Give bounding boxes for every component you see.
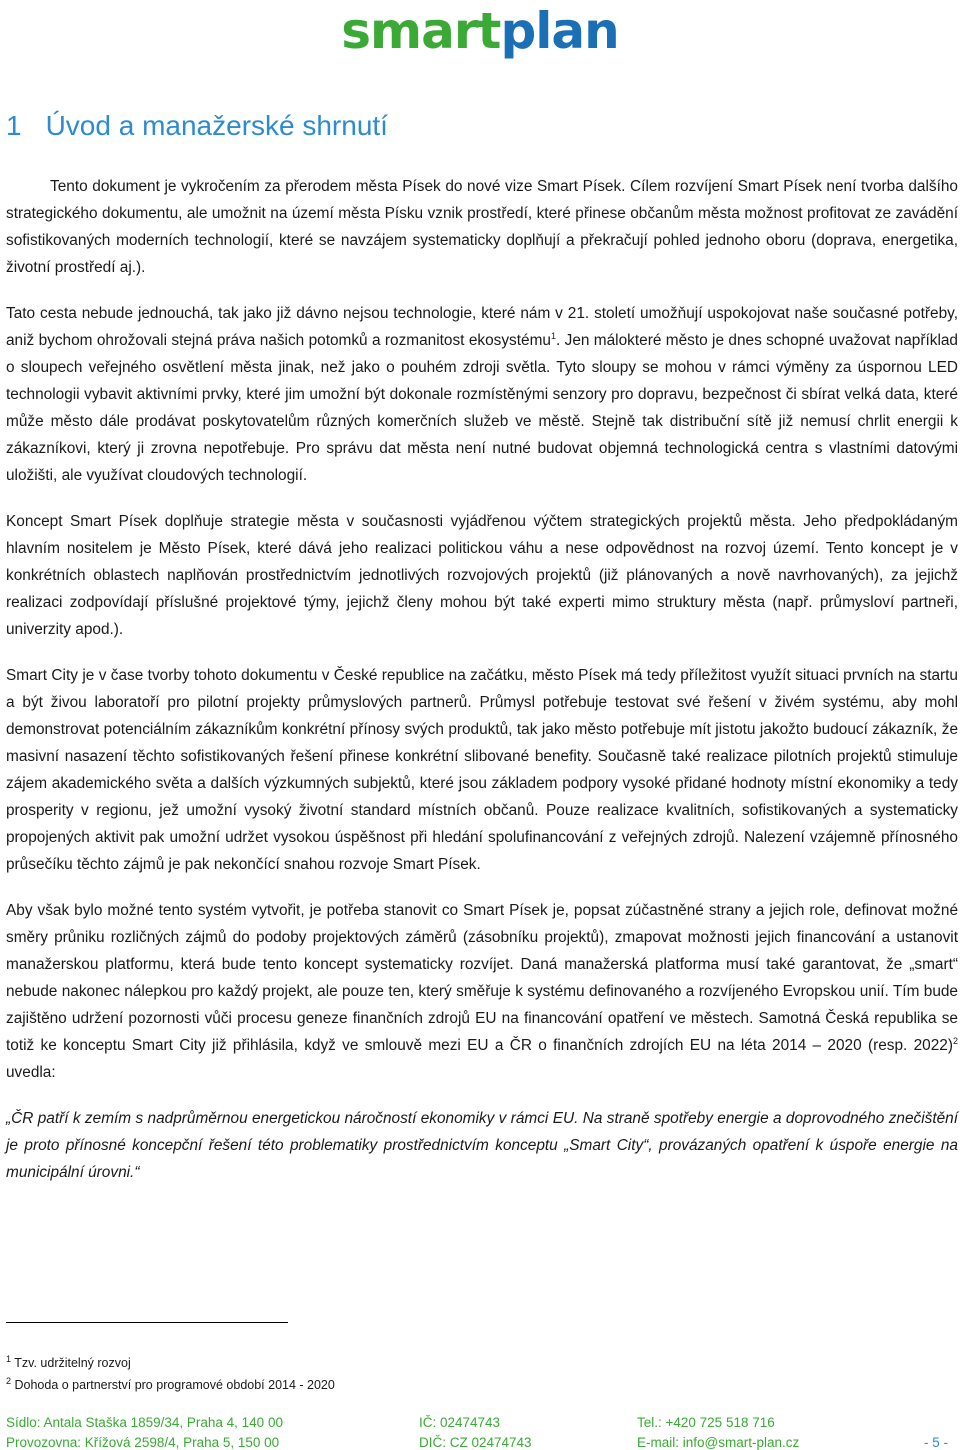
page-number: - 5 - xyxy=(923,1435,948,1450)
paragraph-quote: „ČR patří k zemím s nadprůměrnou energetickou náročností ekonomiky v rámci EU. Na straně spotřeby energie a doprovodného znečištění je proto přínosné koncepční řešení této problematiky prostřednictvím konceptu „Smart City“, provázaných opatření k úspoře energie na municipální úrovni.“ xyxy=(6,1110,958,1181)
paragraph-smart-city: Smart City je v čase tvorby tohoto dokumentu v České republice na začátku, město Písek má tedy příležitost využít situaci prvních na startu a být živou laboratoří pro pilotní projekty průmyslových partnerů. Průmysl potřebuje testovat své řešení v živém systému, aby mohl demonstrovat potenciálním zákazníkům konkrétní přínosy svých produktů, tak jako město potřebuje mít jistotu jakožto budoucí zákazník, že masivní nasazení těchto sofistikovaných řešení přinese konkrétní slibované benefity. Současně také realizace pilotních projektů stimuluje zájem akademického světa a dalších výzkumných subjektů, které jsou základem podpory vysoké přidané hodnoty místní ekonomiky a tedy prosperity v regionu, jež umožní vysoký životní standard místních občanů. Pouze realizace kvalitních, sofistikovaných a systematicky propojených aktivit pak umožní udržet vysokou úspěšnost při hledání spolufinancování z veřejných zdrojů. Nalezení vzájemně přínosného průsečíku těchto zájmů je pak nekončící snahou rozvoje Smart Písek. xyxy=(6,667,958,873)
footnote-item: $^2$ Dohoda o partnerství pro programové období 2014 - 2020 xyxy=(6,1375,335,1392)
page-footer xyxy=(6,1413,958,1450)
footer-email: E-mail: info@smart-plan.cz xyxy=(637,1435,800,1450)
footer-dic: DIČ: CZ 02474743 xyxy=(419,1435,532,1450)
logo xyxy=(0,0,960,64)
footer-address: Sídlo: Antala Staška 1859/34, Praha 4, 140 00 xyxy=(6,1415,283,1430)
paragraph-concept: Koncept Smart Písek doplňuje strategie města v současnosti vyjádřenou výčtem strategických projektů města. Jeho předpokládaným hlavním nositelem je Město Písek, které dává jeho realizaci politickou váhu a nese odpovědnost na rozvoj území. Tento koncept je v konkrétních oblastech naplňován prostřednictvím jednotlivých rozvojových projektů (již plánovaných a nově navrhovaných), za jejichž realizaci zodpovídají příslušné projektové týmy, jejichž členy mohou být také experti mimo struktury města (např. průmysloví partneři, univerzity apod.). xyxy=(6,513,958,638)
footnote-item: $^1$ Tzv. udržitelný rozvoj xyxy=(6,1353,131,1370)
heading-title: Úvod a manažerské shrnutí xyxy=(45,110,388,141)
document-body xyxy=(6,173,958,1205)
paragraph-intro: Tento dokument je vykročením za přerodem města Písek do nové vize Smart Písek. Cílem rozvíjení Smart Písek není tvorba dalšího strategického dokumentu, ale umožnit na území města Písku vznik prostředí, které přinese občanům města možnost profitovat ze zavádění sofistikovaných moderních technologií, které se navzájem systematicky doplňují a překračují pohled jednoho oboru (doprava, energetika, životní prostředí aj.). xyxy=(6,178,958,276)
footer-office: Provozovna: Křížová 2598/4, Praha 5, 150 00 xyxy=(6,1435,280,1450)
footer-ic: IČ: 02474743 xyxy=(419,1415,501,1430)
logo-plan-text: plan xyxy=(500,2,619,60)
footer-row xyxy=(6,1413,958,1433)
footnote-ref-2: 2 xyxy=(952,1035,958,1046)
footer-phone: Tel.: +420 725 518 716 xyxy=(637,1415,775,1430)
paragraph-system: Aby však bylo možné tento systém vytvořit, je potřeba stanovit co Smart Písek je, popsat zúčastněné strany a jejich role, definovat možné směry průniku rozličných zájmů do podoby projektových záměrů (zásobníku projektů), zmapovat možnosti jejich financování a ustanovit manažerskou platformu, která bude tento koncept systematicky rozvíjet. Daná manažerská platforma musí také garantovat, že „smart“ nebude nakonec nálepkou pro každý projekt, ale pouze ten, který směřuje k systému definovaného a rozvíjeného Evropskou unií. Tím bude zajištěno udržení pozornosti vůči procesu geneze finančních zdrojů EU na financování opatření ve městech. Samotná Česká republika se totiž ke konceptu Smart City již přihlásila, když ve smlouvě mezi EU a ČR o finančních zdrojích EU na léta 2014 – 2020 (resp. 2022)$^2$ uvedla: xyxy=(6,902,958,1081)
footer-row xyxy=(6,1433,958,1450)
paragraph-technology: Tato cesta nebude jednouchá, tak jako již dávno nejsou technologie, které nám v 21. století umožňují uspokojovat naše současné potřeby, aniž bychom ohrožovali stejná práva našich potomků a rozmanitost ekosystému$^1$. Jen málokteré město je dnes schopné uvažovat například o sloupech veřejného osvětlení města jinak, než jako o pouhém zdroji světla. Tyto sloupy se mohou v rámci výměny za úspornou LED technologii vybavit aktivními prvky, které jim umožní být dokonale rozmístěnými senzory pro dopravu, bezpečnost či sbírat velká data, které může město dále prodávat poskytovatelům různých komerčních služeb ve městě. Stejně tak distribuční sítě již nemusí chrlit energii k zákazníkovi, který ji zrovna nepotřebuje. Pro správu dat města není nutné budovat objemná technologická centra s vlastními datovými uložišti, ale využívat cloudových technologií. xyxy=(6,305,958,484)
logo-smart-text: smart xyxy=(341,2,501,60)
footnotes xyxy=(6,1352,335,1396)
section-heading xyxy=(6,110,388,142)
footnote-ref-1: 1 xyxy=(550,330,556,341)
footnote-divider xyxy=(6,1322,288,1323)
heading-number: 1 xyxy=(6,110,22,141)
